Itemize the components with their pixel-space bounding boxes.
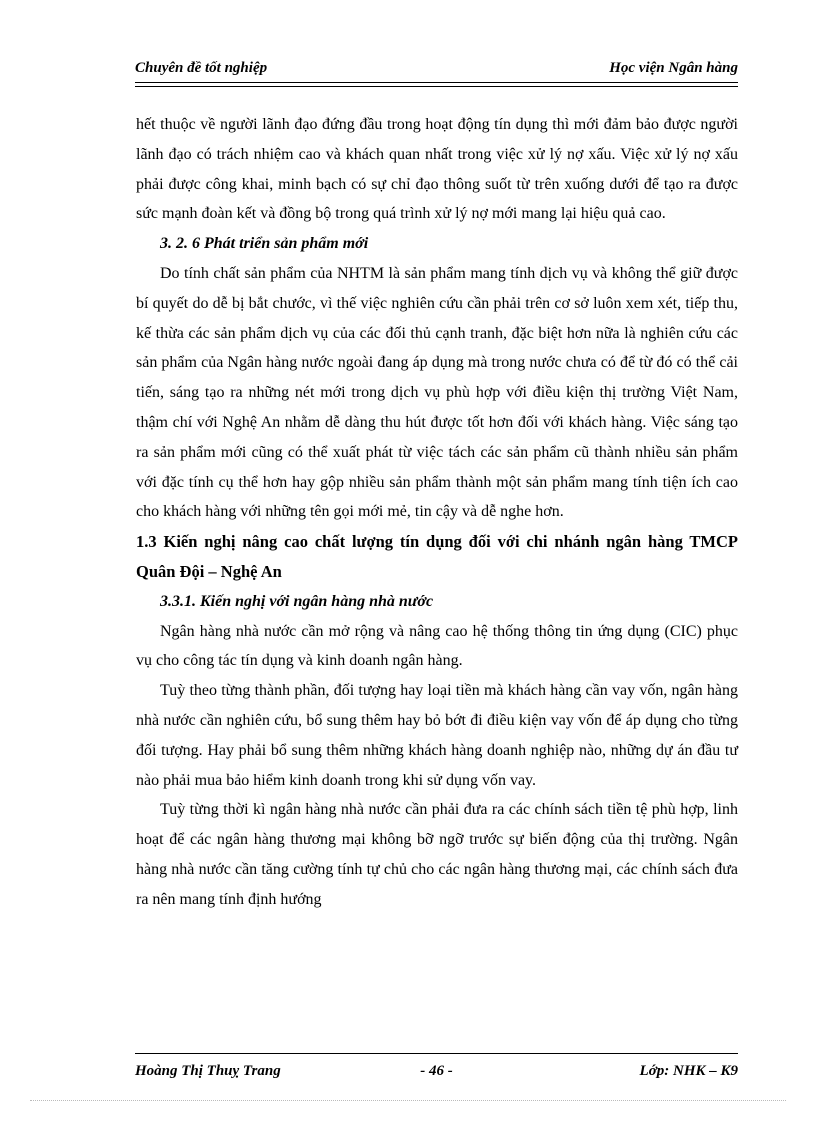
paragraph-cic: Ngân hàng nhà nước cần mở rộng và nâng cao hệ thống thông tin ứng dụng (CIC) phục vụ cho công tác tín dụng và kinh doanh ngân hàng. [136,622,738,670]
page-header [135,58,738,84]
footer-page-number: - 46 - [420,1063,453,1079]
section-heading-1-3: 1.3 Kiến nghị nâng cao chất lượng tín dụng đối với chi nhánh ngân hàng TMCP Quân Đội – Nghệ An [136,532,738,581]
footer-author: Hoàng Thị Thuỵ Trang [135,1063,281,1079]
page-bottom-border [30,1100,786,1101]
header-right-title: Học viện Ngân hàng [609,60,738,76]
page-footer [135,1053,738,1093]
paragraph-continuation: hết thuộc về người lãnh đạo đứng đầu trong hoạt động tín dụng thì mới đảm bảo được người lãnh đạo có trách nhiệm cao và khách quan nhất trong việc xử lý nợ xấu. Việc xử lý nợ xấu phải được công khai, minh bạch có sự chỉ đạo thông suốt từ trên xuống dưới để tạo ra được sức mạnh đoàn kết và đồng bộ trong quá trình xử lý nợ mới mang lại hiệu quả cao. [136,116,738,223]
section-heading-3-3-1: 3.3.1. Kiến nghị với ngân hàng nhà nước [160,592,434,610]
footer-class: Lớp: NHK – K9 [639,1063,738,1079]
paragraph-new-products: Do tính chất sản phẩm của NHTM là sản phẩm mang tính dịch vụ và không thể giữ được bí quyết do dễ bị bắt chước, vì thế việc nghiên cứu cần phải trên cơ sở luôn xem xét, tiếp thu, kế thừa các sản phẩm dịch vụ của các đối thủ cạnh tranh, đặc biệt hơn nữa là nghiên cứu các sản phẩm của Ngân hàng nước ngoài đang áp dụng mà trong nước chưa có để từ đó có thể cải tiến, sáng tạo ra những nét mới trong dịch vụ phù hợp với điều kiện thị trường Việt Nam, thậm chí với Nghệ An nhằm dễ dàng thu hút được tốt hơn đối với khách hàng. Việc sáng tạo ra sản phẩm mới cũng có thể xuất phát từ việc tách các sản phẩm cũ thành nhiều sản phẩm với đặc tính cụ thể hơn hay gộp nhiều sản phẩm thành một sản phẩm mang tính tiện ích cao cho khách hàng với những tên gọi mới mẻ, tin cậy và dễ nghe hơn. [136,264,738,521]
section-heading-3-2-6: 3. 2. 6 Phát triển sản phẩm mới [160,235,369,253]
paragraph-monetary-policy: Tuỳ từng thời kì ngân hàng nhà nước cần phải đưa ra các chính sách tiền tệ phù hợp, linh hoạt để các ngân hàng thương mại không bỡ ngỡ trước sự biến động của thị trường. Ngân hàng nhà nước cần tăng cường tính tự chủ cho các ngân hàng thương mại, các chính sách đưa ra nên mang tính định hướng [136,801,738,908]
header-rule-thin [135,86,738,87]
header-left-title: Chuyên đề tốt nghiệp [135,60,268,76]
page-body [136,110,738,915]
paragraph-loan-conditions: Tuỳ theo từng thành phần, đối tượng hay loại tiền mà khách hàng cần vay vốn, ngân hàng nhà nước cần nghiên cứu, bổ sung thêm hay bỏ bớt đi điều kiện vay vốn để áp dụng cho từng đối tượng. Hay phải bổ sung thêm những khách hàng doanh nghiệp nào, những dự án đầu tư nào phải mua bảo hiểm kinh doanh trong khi sử dụng vốn vay. [136,682,738,789]
footer-rule [135,1053,738,1054]
header-rule [135,82,738,83]
